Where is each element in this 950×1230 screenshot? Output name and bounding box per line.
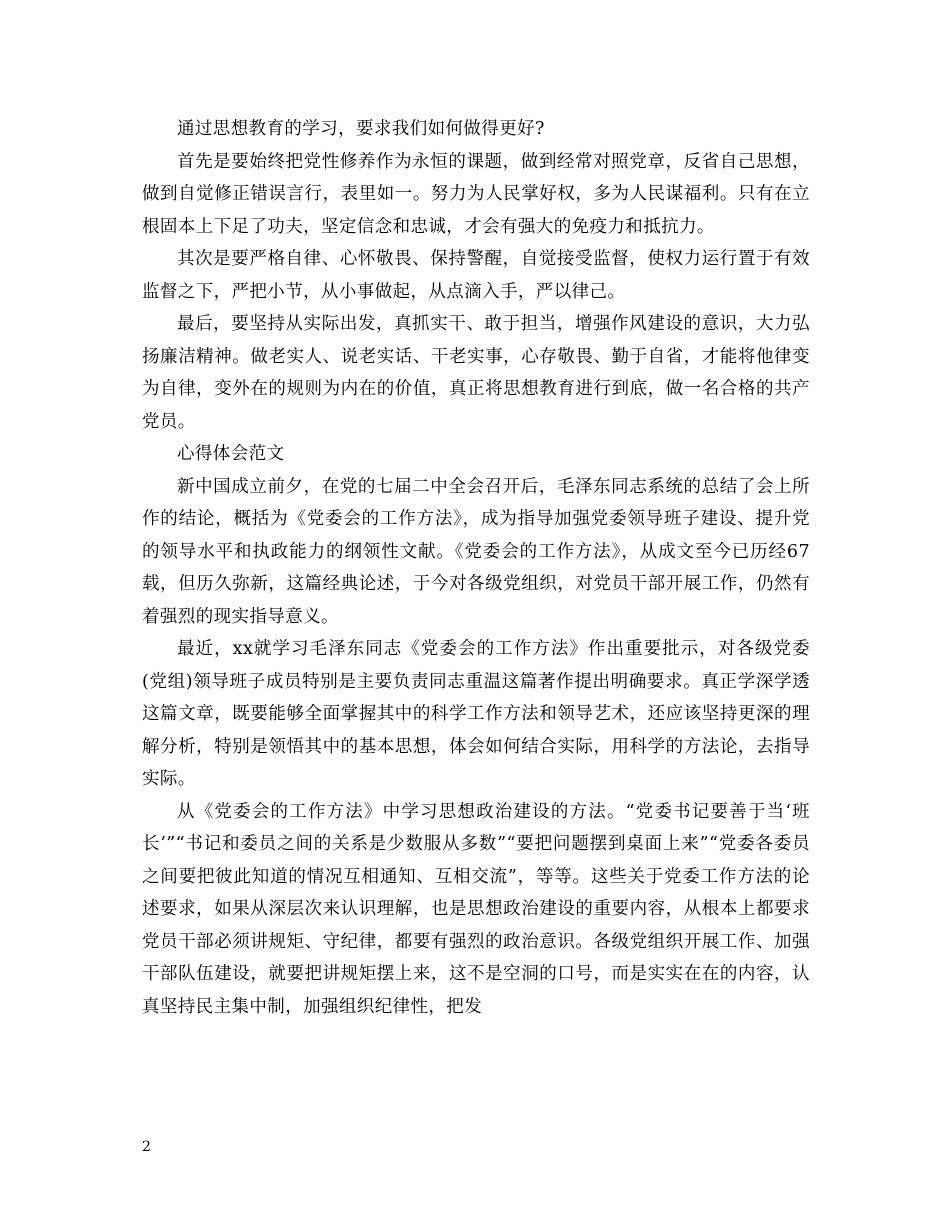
document-body [142, 113, 810, 1023]
paragraph-second: 其次是要严格自律、心怀敬畏、保持警醒，自觉接受监督，使权力运行置于有效监督之下，严把小节，从小事做起，从点滴入手，严以律己。 [142, 249, 810, 302]
paragraph-methods: 从《党委会的工作方法》中学习思想政治建设的方法。“党委书记要善于当‘班长’”“书记和委员之间的关系是少数服从多数”“要把问题摆到桌面上来”“党委各委员之间要把彼此知道的情况互相通知、互相交流”，等等。这些关于党委工作方法的论述要求，如果从深层次来认识理解，也是思想政治建设的重要内容，从根本上都要求党员干部必须讲规矩、守纪律，都要有强烈的政治意识。各级党组织开展工作、加强干部队伍建设，就要把讲规矩摆上来，这不是空洞的口号，而是实实在在的内容，认真坚持民主集中制，加强组织纪律性，把发 [142, 801, 810, 1017]
page-number: 2 [142, 1139, 151, 1155]
paragraph-history: 新中国成立前夕，在党的七届二中全会召开后，毛泽东同志系统的总结了会上所作的结论，概括为《党委会的工作方法》，成为指导加强党委领导班子建设、提升党的领导水平和执政能力的纲领性文献。《党委会的工作方法》，从成文至今已历经67载，但历久弥新，这篇经典论述，于今对各级党组织，对党员干部开展工作，仍然有着强烈的现实指导意义。 [142, 476, 810, 627]
paragraph-first: 首先是要始终把党性修养作为永恒的课题，做到经常对照党章，反省自己思想，做到自觉修正错误言行，表里如一。努力为人民掌好权，多为人民谋福利。只有在立根固本上下足了功夫，坚定信念和忠诚，才会有强大的免疫力和抵抗力。 [142, 151, 810, 237]
paragraph-question: 通过思想教育的学习，要求我们如何做得更好? [177, 119, 545, 139]
paragraph-recent: 最近，xx就学习毛泽东同志《党委会的工作方法》作出重要批示，对各级党委(党组)领导班子成员特别是主要负责同志重温这篇著作提出明确要求。真正学深学透这篇文章，既要能够全面掌握其中的科学工作方法和领导艺术，还应该坚持更深的理解分析，特别是领悟其中的基本思想，体会如何结合实际，用科学的方法论，去指导实际。 [142, 639, 810, 789]
paragraph-last: 最后，要坚持从实际出发，真抓实干、敢于担当，增强作风建设的意识，大力弘扬廉洁精神。做老实人、说老实话、干老实事，心存敬畏、勤于自省，才能将他律变为自律，变外在的规则为内在的价值，真正将思想教育进行到底，做一名合格的共产党员。 [142, 314, 810, 432]
section-heading: 心得体会范文 [177, 444, 285, 464]
